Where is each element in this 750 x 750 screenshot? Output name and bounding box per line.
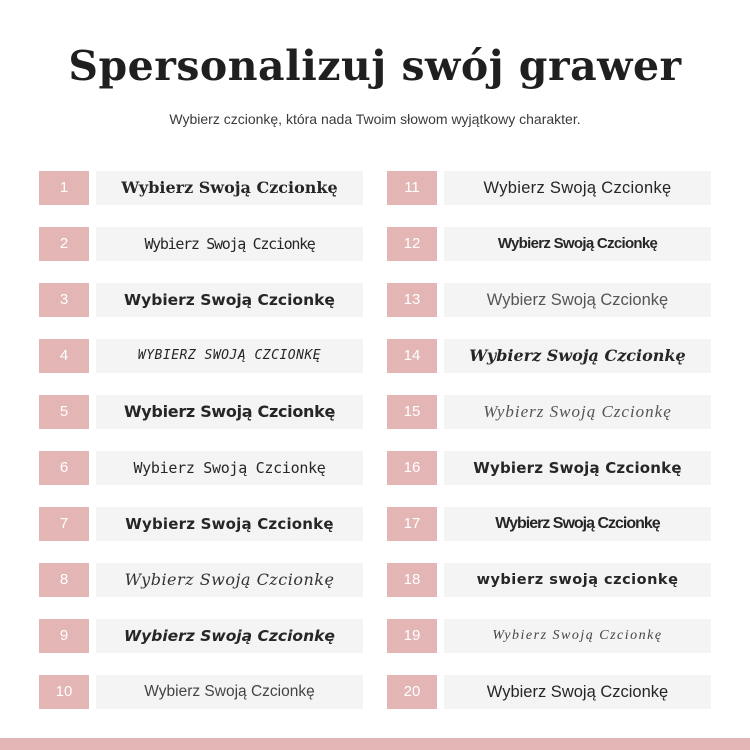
font-option-16[interactable]	[387, 451, 711, 485]
font-sample: Wybierz Swoją Czcionkę	[444, 395, 711, 429]
font-option-20[interactable]	[387, 675, 711, 709]
font-number-badge: 2	[39, 227, 89, 261]
font-number-badge: 1	[39, 171, 89, 205]
font-sample: Wybierz Swoją Czcionkę	[444, 507, 711, 541]
font-sample: Wybierz Swoją Czcionkę	[96, 675, 363, 709]
font-number-badge: 8	[39, 563, 89, 597]
font-sample: Wybierz Swoją Czcionkę	[96, 451, 363, 485]
font-number-badge: 13	[387, 283, 437, 317]
font-number-badge: 17	[387, 507, 437, 541]
font-option-11[interactable]	[387, 171, 711, 205]
font-sample: Wybierz Swoją Czcionkę	[444, 171, 711, 205]
font-sample: Wybierz Swoją Czcionkę	[444, 451, 711, 485]
font-number-badge: 20	[387, 675, 437, 709]
font-number-badge: 18	[387, 563, 437, 597]
font-number-badge: 3	[39, 283, 89, 317]
font-sample: Wybierz Swoją Czcionkę	[96, 507, 363, 541]
font-option-3[interactable]	[39, 283, 363, 317]
font-sample: Wybierz Swoją Czcionkę	[444, 339, 711, 373]
page-subtitle: Wybierz czcionkę, która nada Twoim słowom wyjątkowy charakter.	[169, 111, 581, 127]
font-number-badge: 10	[39, 675, 89, 709]
font-option-1[interactable]	[39, 171, 363, 205]
font-option-14[interactable]	[387, 339, 711, 373]
font-sample: Wybierz Swoją Czcionkę	[444, 619, 711, 653]
font-option-19[interactable]	[387, 619, 711, 653]
font-sample: Wybierz Swoją Czcionkę	[96, 227, 363, 261]
font-sample: Wybierz Swoją Czcionkę	[96, 563, 363, 597]
font-sample: Wybierz Swoją Czcionkę	[96, 283, 363, 317]
font-option-12[interactable]	[387, 227, 711, 261]
font-sample: Wybierz Swoją Czcionkę	[96, 171, 363, 205]
font-number-badge: 12	[387, 227, 437, 261]
bottom-accent-bar	[0, 738, 750, 750]
font-option-8[interactable]	[39, 563, 363, 597]
font-sample: Wybierz Swoją Czcionkę	[444, 675, 711, 709]
font-option-5[interactable]	[39, 395, 363, 429]
font-sample: WYBIERZ SWOJĄ CZCIONKĘ	[96, 339, 363, 373]
font-option-6[interactable]	[39, 451, 363, 485]
font-option-7[interactable]	[39, 507, 363, 541]
font-sample: Wybierz Swoją Czcionkę	[96, 395, 363, 429]
font-option-13[interactable]	[387, 283, 711, 317]
font-option-17[interactable]	[387, 507, 711, 541]
font-number-badge: 6	[39, 451, 89, 485]
font-number-badge: 11	[387, 171, 437, 205]
font-number-badge: 15	[387, 395, 437, 429]
font-option-2[interactable]	[39, 227, 363, 261]
font-number-badge: 16	[387, 451, 437, 485]
font-number-badge: 14	[387, 339, 437, 373]
font-sample: Wybierz Swoją Czcionkę	[444, 283, 711, 317]
font-sample: wybierz swoją czcionkę	[444, 563, 711, 597]
font-number-badge: 5	[39, 395, 89, 429]
font-sample: Wybierz Swoją Czcionkę	[444, 227, 711, 261]
font-sample: Wybierz Swoją Czcionkę	[96, 619, 363, 653]
font-number-badge: 7	[39, 507, 89, 541]
font-option-4[interactable]	[39, 339, 363, 373]
font-option-15[interactable]	[387, 395, 711, 429]
font-option-18[interactable]	[387, 563, 711, 597]
font-number-badge: 19	[387, 619, 437, 653]
font-number-badge: 9	[39, 619, 89, 653]
font-number-badge: 4	[39, 339, 89, 373]
font-option-9[interactable]	[39, 619, 363, 653]
page-title: Spersonalizuj swój grawer	[68, 42, 682, 90]
font-option-10[interactable]	[39, 675, 363, 709]
